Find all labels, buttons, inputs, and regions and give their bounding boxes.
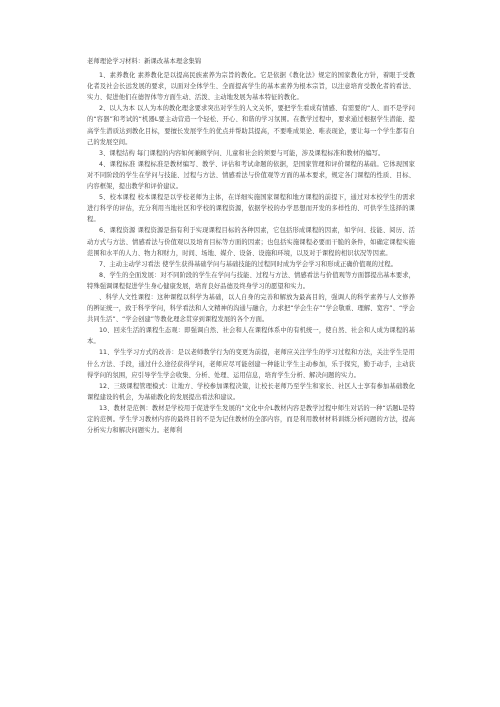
paragraph-7: 7、主动主动学习看法 使学生获得基础学问与基础技能的过程同时成为学会学习和形成正确价值观的过程。 (99, 260, 398, 268)
paragraph-3: 3、课程结构 每门课程的内容如何兼顾学问、儿童和社会的须要与可能，涉及课程标准和教材的编写。 (99, 149, 385, 157)
paragraph-2: 2、以人为本 以人为本的教化理念要求突出对学生的人文关怀，要把学生看成有情感、有需要的“人、而不是学问的“容器”和考试的“机器L要主动营造一个轻松、开心、和谐的学习氛围。在教学过程中，要求通过根据学生潜能、提高学生潜质达到教化目标，要擅长发展学生的优点并帮助其提高，不要唯成果论、唯表现论，要让每一个学生都有自己的发展空间。 (87, 105, 415, 146)
paragraph-4: 4、课程标准 课程标准是教材编写、教学、评估和考试命题的依据，是国家管理和评价课程的基础。它体现国家对不同阶段的学生在学问与技能、过程与方法、情感看法与价值观等方面的基本要求，规定各门课程的性质、目标、内容框架，提出教学和评价建议。 (87, 160, 415, 191)
paragraph-12: 12、三级课程管理模式：让地方、学校参加课程决策，让校长老师乃至学生和家长、社区人士享有参加基础教化课程建设的机会，为基础教化的发展提出看法和建议。 (87, 382, 415, 401)
document-title: 老师理论学习材料：新课改基本理念集锦 (87, 58, 202, 65)
paragraph-8: 8、学生的全面发展：对不同阶段的学生在学问与技能、过程与方法、情感看法与价值观等方面都提出基本要求，特殊强调课程促进学生身心健康发展，培育良好品德及终身学习的愿望和实力。 (87, 271, 415, 290)
paragraph-6: 6、课程资源 课程资源是指有利于实现课程目标的各种因素，它包括形成课程的因素，如学问、技能、阅历、活动方式与方法、情感看法与价值观以及培育目标等方面的因素；也包括实施课程必要而干脆的条件，如确定课程实施范围和水平的人力、物力和财力，时间、场地、媒介、设备、设施和环境，以及对于课程的相识状况等因素。 (87, 227, 415, 257)
paragraph-9: 、科学人文性课程：这种课程以科学为基础，以人自身的完善和解放为最高目的，强调人的科学素养与人文修养的辨证统一，致于科学学问，科学看法和人文精神的沟通与融合，力求把“学会生存”“学会敬重、理解、宽容”、“学会共同生活”、“学会创建”等教化理念贯穿到课程发展的各个方面。 (87, 293, 415, 324)
paragraph-5: 5、校本课程 校本课程是以学校老师为主体，在详细实施国家课程和地方课程的前提下，通过对本校学生的需求进行科学的评估，充分利用当地社区和学校的课程资源，依据学校的办学思想而开发的多样性的、可供学生选择的课程。 (87, 194, 415, 224)
paragraph-11: 11、学生学习方式的改善：是以老师教学行为的变更为前提，老师应关注学生的学习过程和方法，关注学生是用什么方法、手段，通过什么途径获得学问，老师应尽可能创建一种能让学生主动参加，乐于探究，勤于动手，主动获得学问的氛围，应引导学生学会收集、分析、处理、运用信息，培育学生分析、解决问题的实力。 (87, 349, 415, 379)
document-body (87, 56, 415, 436)
paragraph-10: 10、回来生活的课程生态观：即强调自然、社会和人在课程体系中的有机统一，使自然、社会和人成为课程的基本。 (87, 327, 415, 346)
paragraph-1: 1、素养教化 素养教化是以提高民族素养为宗旨的教化。它是依据《教化法》规定的国家教化方针，着眼于受教化者及社会长远发展的要求，以面对全体学生、全面提高学生的基本素养为根本宗旨，以注意培育受教化者的看法、实力、促进他们在德智体等方面生动、活泼、主动地发展为基本特征的教化。 (87, 72, 415, 102)
paragraph-13: 13、教材是范例：教材是学校用于促进学生发展的“文化中介L教材内容是教学过程中师生对话的一种“话题L是特定的范例。学生学习教材内容的最终目的不是为记住教材的全部内容，而是利用教材材料训练分析问题的方法，提高分析实力和解决问题实力。老师利 (87, 404, 415, 435)
